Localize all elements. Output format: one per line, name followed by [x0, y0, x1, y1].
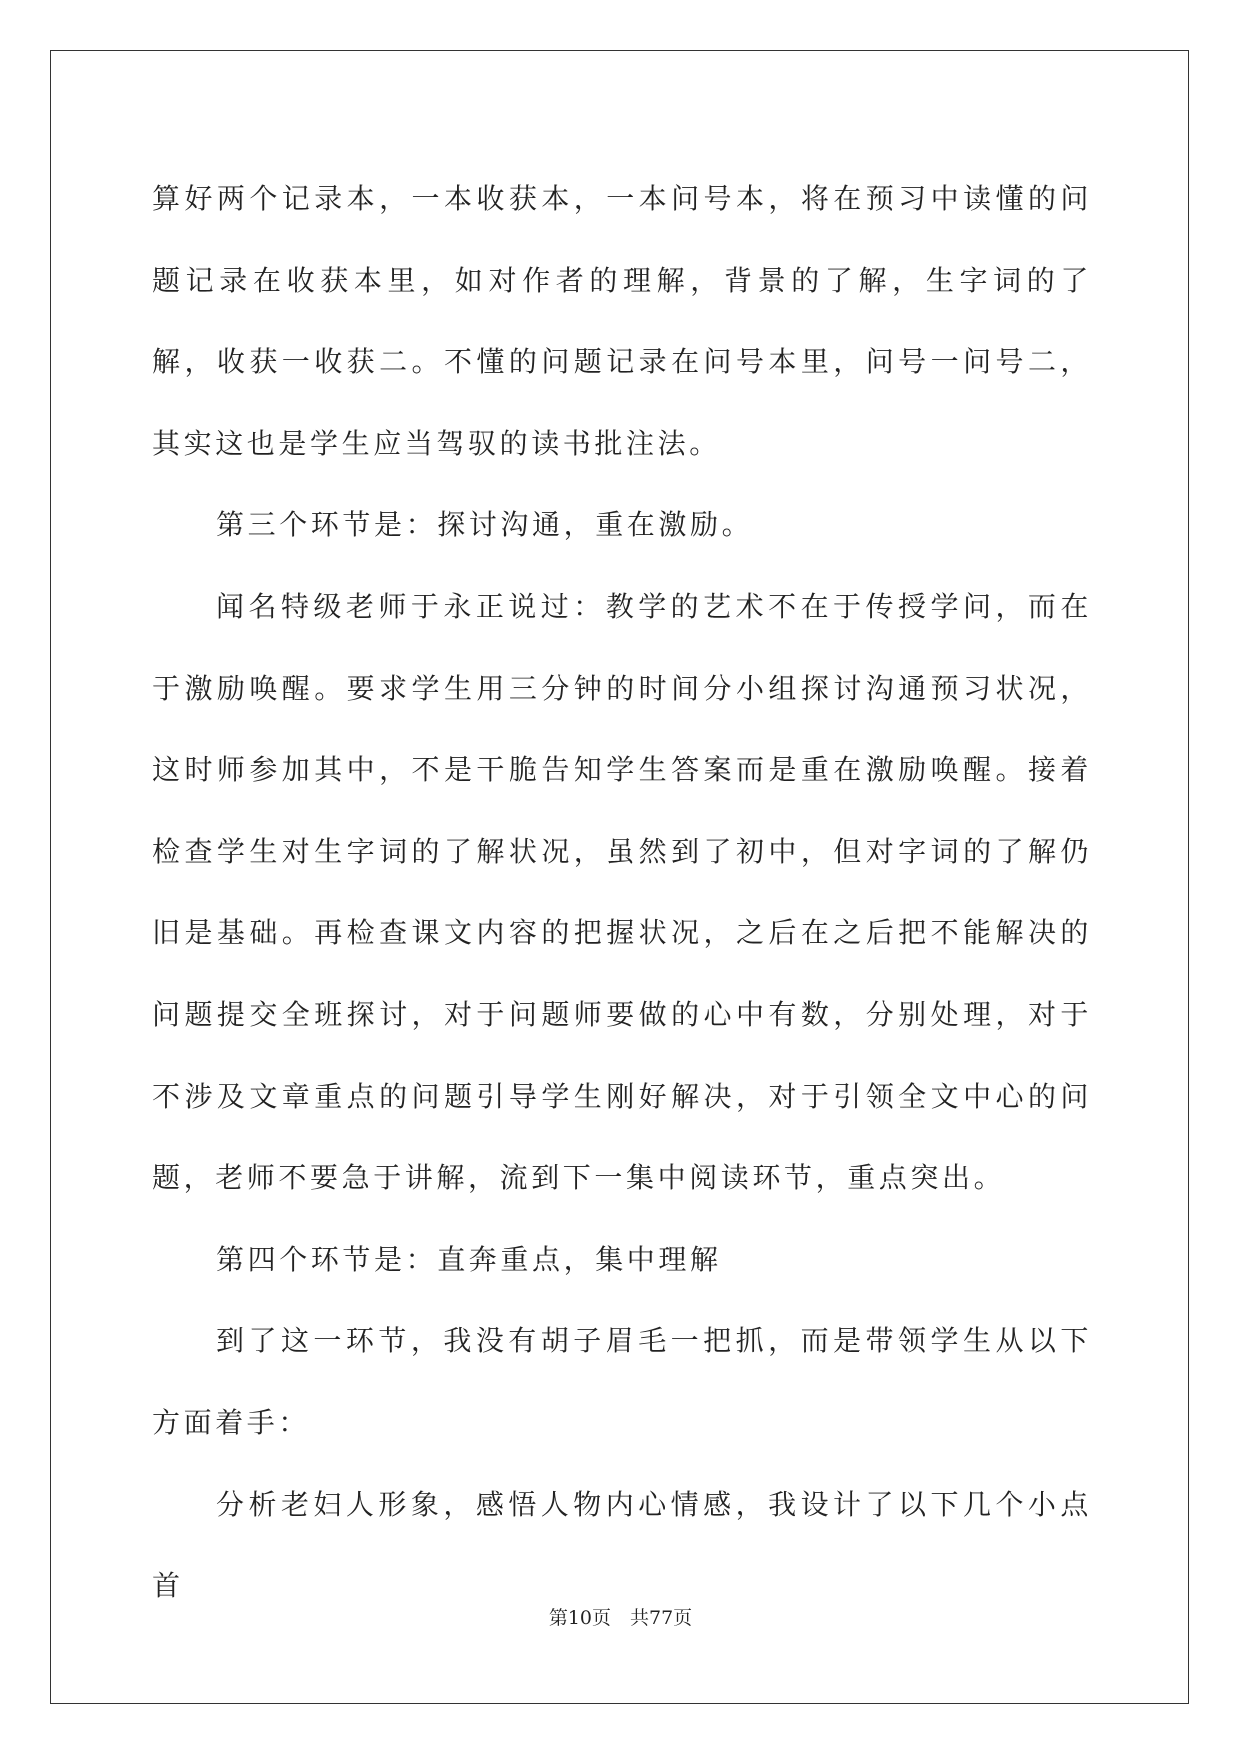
paragraph-2: 第三个环节是：探讨沟通，重在激励。	[216, 508, 754, 542]
document-body	[152, 158, 1092, 1627]
paragraph-6: 分析老妇人形象，感悟人物内心情感，我设计了以下几个小点首	[152, 1487, 1092, 1603]
paragraph-5: 到了这一环节，我没有胡子眉毛一把抓，而是带领学生从以下方面着手：	[152, 1324, 1092, 1439]
paragraph-1: 算好两个记录本，一本收获本，一本问号本，将在预习中读懂的问题记录在收获本里，如对作者的理解，背景的了解，生字词的了解，收获一收获二。不懂的问题记录在问号本里，问号一问号二，其实这也是学生应当驾驭的读书批注法。	[152, 182, 1092, 460]
page-footer: 第10页 共77页	[548, 1607, 693, 1629]
paragraph-3: 闻名特级老师于永正说过：教学的艺术不在于传授学问，而在于激励唤醒。要求学生用三分钟的时间分小组探讨沟通预习状况，这时师参加其中，不是干脆告知学生答案而是重在激励唤醒。接着检查学生对生字词的了解状况，虽然到了初中，但对字词的了解仍旧是基础。再检查课文内容的把握状况，之后在之后把不能解决的问题提交全班探讨，对于问题师要做的心中有数，分别处理，对于不涉及文章重点的问题引导学生刚好解决，对于引领全文中心的问题，老师不要急于讲解，流到下一集中阅读环节，重点突出。	[152, 589, 1092, 1195]
paragraph-4: 第四个环节是：直奔重点，集中理解	[216, 1242, 722, 1276]
